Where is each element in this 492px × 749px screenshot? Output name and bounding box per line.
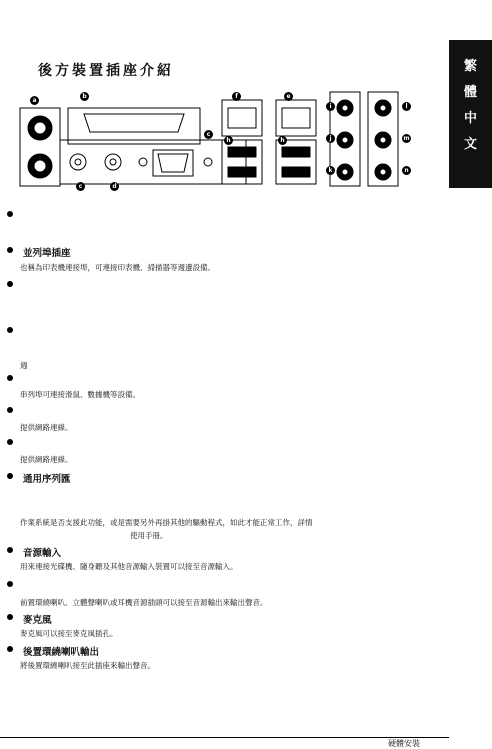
label-l: l (402, 102, 411, 111)
label-i: i (326, 102, 335, 111)
label-a: a (30, 96, 39, 105)
language-tab-char: 體 (463, 85, 477, 100)
language-tab-char: 文 (463, 137, 477, 152)
label-n: n (402, 166, 411, 175)
section-text: 用來連接光碟機、隨身聽及其他音源輸入裝置可以接至音源輸入。 (20, 562, 238, 571)
section-title: 音源輸入 (23, 548, 62, 559)
label-j: j (326, 134, 335, 143)
label-e: e (284, 92, 293, 101)
page-footer: 硬體安裝 (388, 739, 420, 748)
bullet-icon (7, 375, 13, 381)
label-c: c (204, 130, 213, 139)
section-title: 通用序列匯 (23, 474, 71, 485)
label-b: b (80, 92, 89, 101)
bullet-icon (7, 247, 13, 253)
rear-panel-drawing (18, 90, 418, 190)
section-text: 串列埠可連接滑鼠、數據機等設備。 (20, 390, 140, 399)
section-text: 將後置環繞喇叭接至此插座來輸出聲音。 (20, 661, 155, 670)
bullet-icon (7, 281, 13, 287)
section-text: 週 (20, 361, 28, 370)
section-title: 後置環繞喇叭輸出 (23, 647, 100, 658)
bullet-icon (7, 473, 13, 479)
label-c2: c (76, 182, 85, 191)
section-text: 使用手冊。 (130, 531, 168, 540)
section-text: 也稱為印表機連接埠，可連接印表機、掃描器等週邊設備。 (20, 263, 215, 272)
language-tab-char: 繁 (463, 59, 477, 74)
bullet-icon (7, 211, 13, 217)
label-h2: h (278, 136, 287, 145)
language-tab (449, 40, 492, 188)
label-d: d (110, 182, 119, 191)
bullet-icon (7, 646, 13, 652)
bullet-icon (7, 407, 13, 413)
page-title: 後方裝置插座介紹 (38, 63, 174, 79)
label-k: k (326, 166, 335, 175)
footer-divider (0, 737, 449, 738)
section-text: 麥克風可以接至麥克風插孔。 (20, 629, 118, 638)
section-text: 提供網路連線。 (20, 423, 73, 432)
section-text: 提供網路連線。 (20, 455, 73, 464)
bullet-icon (7, 547, 13, 553)
section-title: 麥克風 (23, 615, 52, 626)
rear-panel-diagram (18, 90, 418, 190)
label-m: m (403, 135, 410, 142)
section-title: 並列埠插座 (23, 248, 71, 259)
language-tab-char: 中 (463, 111, 477, 126)
bullet-icon (7, 614, 13, 620)
section-text: 前置環繞喇叭、立體聲喇叭或耳機音源插頭可以接至音源輸出來輸出聲音。 (20, 598, 268, 607)
bullet-icon (7, 581, 13, 587)
label-h: h (224, 136, 233, 145)
bullet-icon (7, 327, 13, 333)
label-f: f (232, 92, 241, 101)
section-text: 作業系統是否支援此功能，或是需要另外再掛其他的驅動程式，如此才能正常工作，詳情 (20, 518, 313, 527)
bullet-icon (7, 439, 13, 445)
